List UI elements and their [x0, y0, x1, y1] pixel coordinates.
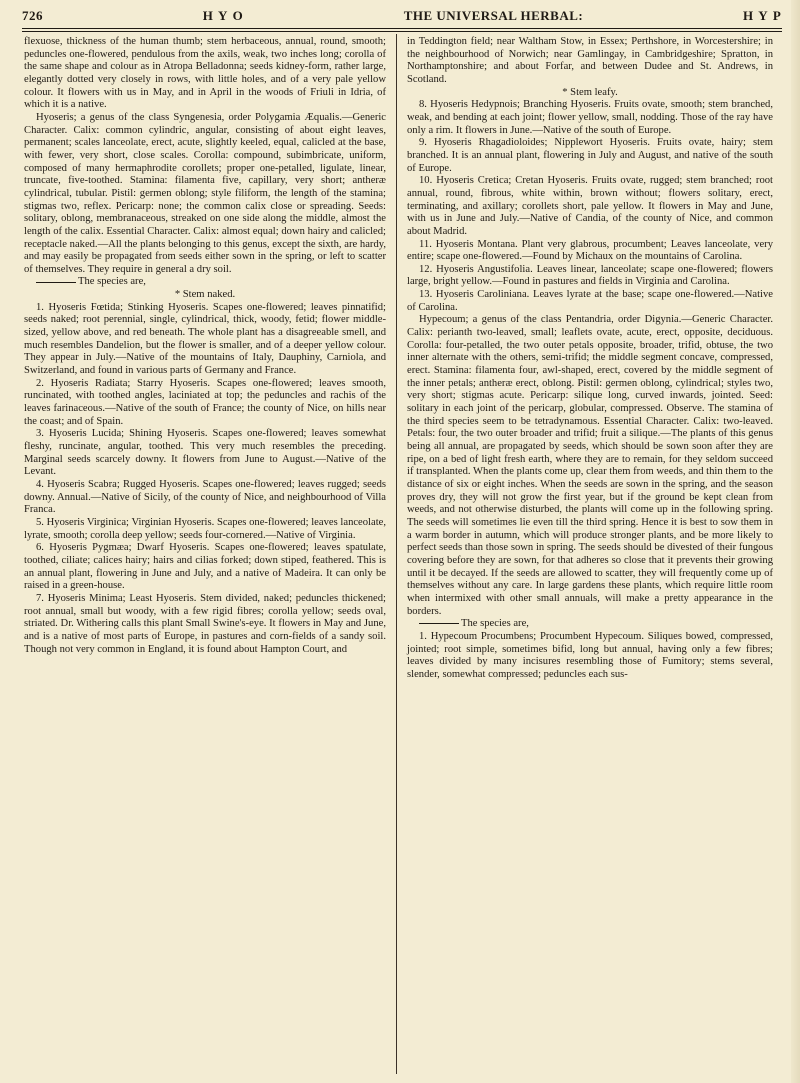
- header-rule: [22, 28, 782, 29]
- em-rule: [419, 623, 459, 624]
- right-running-head: H Y P: [743, 8, 782, 23]
- species-entry: 13. Hyoseris Caroliniana. Leaves lyrate at the base; scape one-flowered.—Native of Carolina.: [407, 289, 773, 313]
- em-rule: [36, 282, 76, 283]
- subsection-heading: * Stem leafy.: [562, 86, 618, 98]
- column-divider: [396, 34, 397, 1074]
- species-entry: 5. Hyoseris Virginica; Virginian Hyoseris. Scapes one-flowered; leaves lanceolate, lyrate, smooth; corolla deep yellow; seeds four-cornered.—Native of Virginia.: [24, 516, 386, 541]
- species-entry: 4. Hyoseris Scabra; Rugged Hyoseris. Scapes one-flowered; leaves rugged; seeds downy. Annual.—Native of Sicily, of the county of Nice, and neighbourhood of Villa Franca.: [24, 478, 386, 516]
- species-entry: 3. Hyoseris Lucida; Shining Hyoseris. Scapes one-flowered; leaves somewhat fleshy, runcinate, angular, toothed. This very much resembles the preceding. Marginal seeds scarcely downy. It flowers from June to August.—Native of the Levant.: [24, 428, 386, 478]
- running-header: [22, 6, 782, 26]
- right-column: [407, 36, 773, 681]
- left-running-head: H Y O: [202, 8, 244, 23]
- species-entry: 1. Hyoseris Fœtida; Stinking Hyoseris. Scapes one-flowered; leaves pinnatifid; seeds naked; root perennial, single, cylindrical, thick, woody, fetid; flower middle-sized, yellow above, and red beneath. The whole plant has a disagreeable smell, and much resembles Dandelion, but the flower is smaller, and of a deeper yellow colour. They appear in July.—Native of the mountains of Italy, Dauphiny, Carniola, and Switzerland, and found in various parts of Germany and France.: [24, 301, 386, 377]
- left-column: [24, 36, 386, 656]
- species-entry: 1. Hypecoum Procumbens; Procumbent Hypecoum. Siliques bowed, compressed, jointed; root simple, sometimes bifid, long but annual, having only a few fibres; leaves divided by many incisures resembling those of Fumitory; stems several, slender, somewhat compressed; peduncles each sus-: [407, 630, 773, 680]
- species-entry: 2. Hyoseris Radiata; Starry Hyoseris. Scapes one-flowered; leaves smooth, runcinated, with toothed angles, laciniated at top; the peduncles and rachis of the leaves farinaceous.—Native of the south of France; the county of Nice, on hills near the coast; and of Spain.: [24, 377, 386, 427]
- species-entry: 9. Hyoseris Rhagadioloides; Nipplewort Hyoseris. Fruits ovate, hairy; stem branched. It is an annual plant, flowering in July and August, and native of the south of Europe.: [407, 137, 773, 174]
- species-intro: The species are,: [24, 276, 386, 289]
- paragraph: in Teddington field; near Waltham Stow, in Essex; Perthshore, in Worcestershire; in the neighbourhood of Norwich; near Gamlingay, in Cambridgeshire; Spratton, in Northamptonshire; and about Forfar, and between Dudee and St. Andrews, in Scotland.: [407, 36, 773, 85]
- header-rule-thin: [22, 31, 782, 32]
- species-entry: 12. Hyoseris Angustifolia. Leaves linear, lanceolate; scape one-flowered; flowers large, bright yellow.—Found in pastures and fields in Virginia and Carolina.: [407, 263, 773, 288]
- species-intro: The species are,: [407, 618, 773, 631]
- species-entry: 10. Hyoseris Cretica; Cretan Hyoseris. Fruits ovate, rugged; stem branched; root annual, round, fibrous, white within, brown without; flowers solitary, erect, terminating, and axillary; corollets short, pale yellow. It flowers in May and June, with us in June and July.—Native of Candia, of the county of Nice, and common about Madrid.: [407, 175, 773, 237]
- species-entry: 7. Hyoseris Minima; Least Hyoseris. Stem divided, naked; peduncles thickened; root annual, small but woody, with a few rigid fibres; corolla yellow; seeds oval, striated. Dr. Withering calls this plant Small Swine's-eye. It flowers in May and June, and is a native of most parts of Europe, in pastures and corn-fields of a sandy soil. Though not very common in England, it is found about Hampton Court, and: [24, 592, 386, 655]
- page-number: 726: [22, 8, 43, 23]
- species-entry: 11. Hyoseris Montana. Plant very glabrous, procumbent; Leaves lanceolate, very entire; scape one-flowered.—Found by Michaux on the mountains of Carolina.: [407, 238, 773, 263]
- book-title: THE UNIVERSAL HERBAL:: [403, 8, 584, 23]
- paragraph: Hyoseris; a genus of the class Syngenesia, order Polygamia Æqualis.—Generic Character. Calix: common cylindric, angular, consisting of about eight leaves, permanent; scales lanceolate, erect, acute, slightly keeled, equal, calicled at the base, with fewer, very short, close scales. Corolla: compound, subimbricate, uniform, composed of many hermaphrodite corollets; proper one-petalled, ligulate, linear, truncate, five-toothed. Stamina: filamenta five, capillary, very short; antheræ cylindrical, tubular. Pistil: germen oblong; style filiform, the length of the stamina; stigmas two, reflex. Pericarp: none; the common calix close or spreading. Seeds: solitary, oblong, membranaceous, streaked on one side along the middle, almost the length of the calix. Essential Character. Calix: almost equal; down hairy and calicled; receptacle naked.—All the plants belonging to this genus, except the sixth, are hardy, and may easily be propagated from seeds either sown in the spring, or left to scatter of themselves. They require in general a dry soil.: [24, 111, 386, 275]
- species-entry: 6. Hyoseris Pygmæa; Dwarf Hyoseris. Scapes one-flowered; leaves spatulate, toothed, ciliate; calices hairy; hairs and cilias forked; down stiped, feathered. This is an annual plant, flowering in June and July, and a native of Madeira. It can only be raised in a green-house.: [24, 542, 386, 592]
- species-entry: 8. Hyoseris Hedypnois; Branching Hyoseris. Fruits ovate, smooth; stem branched, weak, and bending at each joint; flower yellow, small, nodding. Those of the ray have only a rim. It flowers in June.—Native of the south of Europe.: [407, 99, 773, 136]
- paragraph: flexuose, thickness of the human thumb; stem herbaceous, annual, round, smooth; peduncles one-flowered, pendulous from the axils, weak, two inches long; corolla of the same shape and colour as in Atropa Belladonna; seeds kidney-form, rather large, elegantly dotted very closely in rows, with little holes, and of a very pale yellow colour. It flowers with us in May, and in April in the woods of Friuli in Idria, of which it is a native.: [24, 36, 386, 111]
- page-edge: [791, 0, 800, 1083]
- genus-entry: Hypecoum; a genus of the class Pentandria, order Digynia.—Generic Character. Calix: perianth two-leaved, small; leaflets ovate, acute, erect, opposite, deciduous. Corolla: four-petalled, the two outer petals opposite, broader, trifid, obtuse, the two inner alternate with the others, semi-trifid; the middle segment concave, compressed, erect. Stamina: filamenta four, awl-shaped, erect, covered by the middle segment of the inner petals; antheræ erect, oblong. Pistil: germen oblong, cylindrical; styles two, very short; stigmas acute. Pericarp: silique long, curved inwards, jointed. Seed: solitary in each joint of the pericarp, globular, compressed. Observe. The stamina of the third species seem to be tetradynamous. Essential Character. Calix: two-leaved. Petals: four, the two outer broader and trifid; fruit a silique.—The plants of this genus being all annual, are propagated by seeds, which should be sown soon after they are ripe, on a bed of light fresh earth, where they are to remain, for they seldom succeed if transplanted. When the plants come up, clear them from weeds, and thin them to the distance of six or eight inches. When the seeds are sown in the spring, and the season proves dry, they will not grow the first year, but if the ground be kept clean from weeds, and not otherwise disturbed, the plants will come up in the following spring. The seeds will sometimes lie even till the third spring. Hence it is best to sow them in a warm border in autumn, which will produce stronger plants, and be more likely to perfect seeds than those sown in spring. The seeds should be divested of their fungous covering before they are sown, for that adheres so close that it prevents their growing until it be decayed. If the seeds are allowed to scatter, they will frequently come up of themselves without any care. In large gardens these plants, which require little room when intermixed with other small annuals, will make a pretty appearance in the borders.: [407, 314, 773, 617]
- subsection-heading: * Stem naked.: [174, 289, 236, 301]
